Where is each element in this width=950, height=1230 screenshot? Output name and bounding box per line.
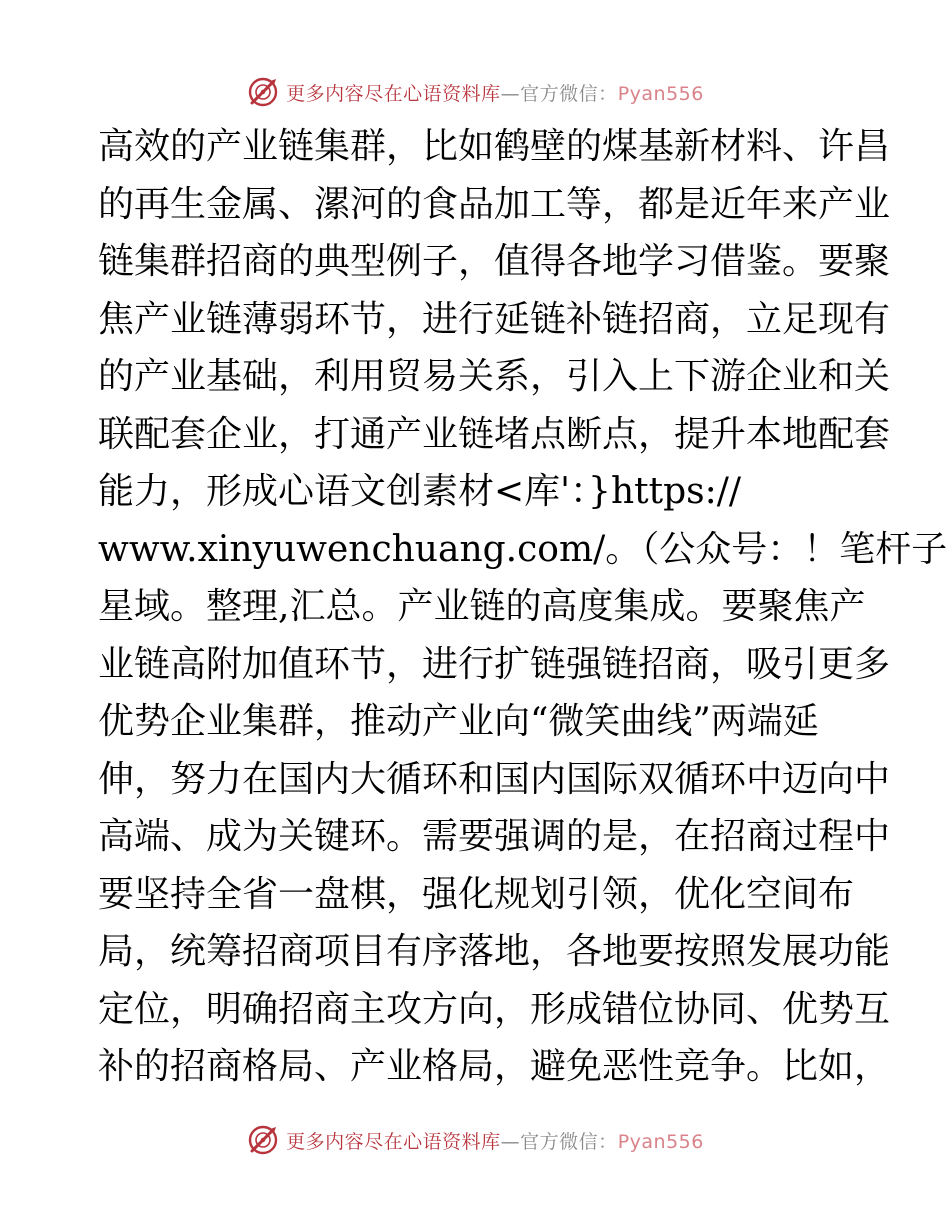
body-line: 定位，明确招商主攻方向，形成错位协同、优势互 [98, 988, 891, 1030]
body-line: 优势企业集群，推动产业向“微笑曲线”两端延 [98, 701, 819, 742]
body-line: 补的招商格局、产业格局，避免恶性竞争。比如， [98, 1046, 891, 1087]
body-line: www.xinyuwenchuang.com/。（公众号：！笔杆子 [98, 528, 948, 570]
body-line: 局，统筹招商项目有序落地，各地要按照发展功能 [98, 931, 891, 972]
body-line: 业链高附加值环节，进行扩链强链招商，吸引更多 [98, 643, 891, 685]
body-line: 星域。整理,汇总。产业链的高度集成。要聚焦产 [98, 586, 866, 627]
header-brand-text: 更多内容尽在心语资料库 [286, 82, 501, 105]
header-wechat-id: Pyan556 [617, 82, 704, 105]
body-line: 的产业基础，利用贸易关系，引入上下游企业和关 [98, 356, 891, 397]
body-line: 焦产业链薄弱环节，进行延链补链招商，立足现有 [98, 298, 891, 340]
header-banner-text [286, 79, 704, 106]
brand-logo-icon [246, 1123, 280, 1157]
footer-dash: — [500, 1130, 521, 1153]
header-banner [0, 72, 950, 112]
header-banner-content [246, 75, 704, 109]
body-line: 伸，努力在国内大循环和国内国际双循环中迈向中 [98, 758, 891, 800]
footer-brand-text: 更多内容尽在心语资料库 [286, 1130, 501, 1153]
footer-wechat-id: Pyan556 [617, 1130, 704, 1153]
header-wechat-label: 官方微信： [520, 82, 618, 105]
footer-banner [0, 1120, 950, 1160]
body-line: 联配套企业，打通产业链堵点断点，提升本地配套 [98, 413, 891, 455]
body-line: 高效的产业链集群，比如鹤壁的煤基新材料、许昌 [98, 126, 891, 167]
footer-banner-content [246, 1123, 704, 1157]
body-line: 高端、成为关键环。需要强调的是，在招商过程中 [98, 816, 891, 857]
footer-banner-text [286, 1127, 704, 1154]
header-dash: — [500, 82, 521, 105]
footer-wechat-label: 官方微信： [520, 1130, 618, 1153]
document-body [98, 118, 948, 1096]
body-line: 能力，形成心语文创素材<库'：}https:// [98, 471, 741, 512]
body-line: 要坚持全省一盘棋，强化规划引领，优化空间布 [98, 873, 855, 915]
body-line: 链集群招商的典型例子，值得各地学习借鉴。要聚 [98, 241, 891, 282]
body-line: 的再生金属、漯河的食品加工等，都是近年来产业 [98, 183, 891, 225]
brand-logo-icon [246, 75, 280, 109]
